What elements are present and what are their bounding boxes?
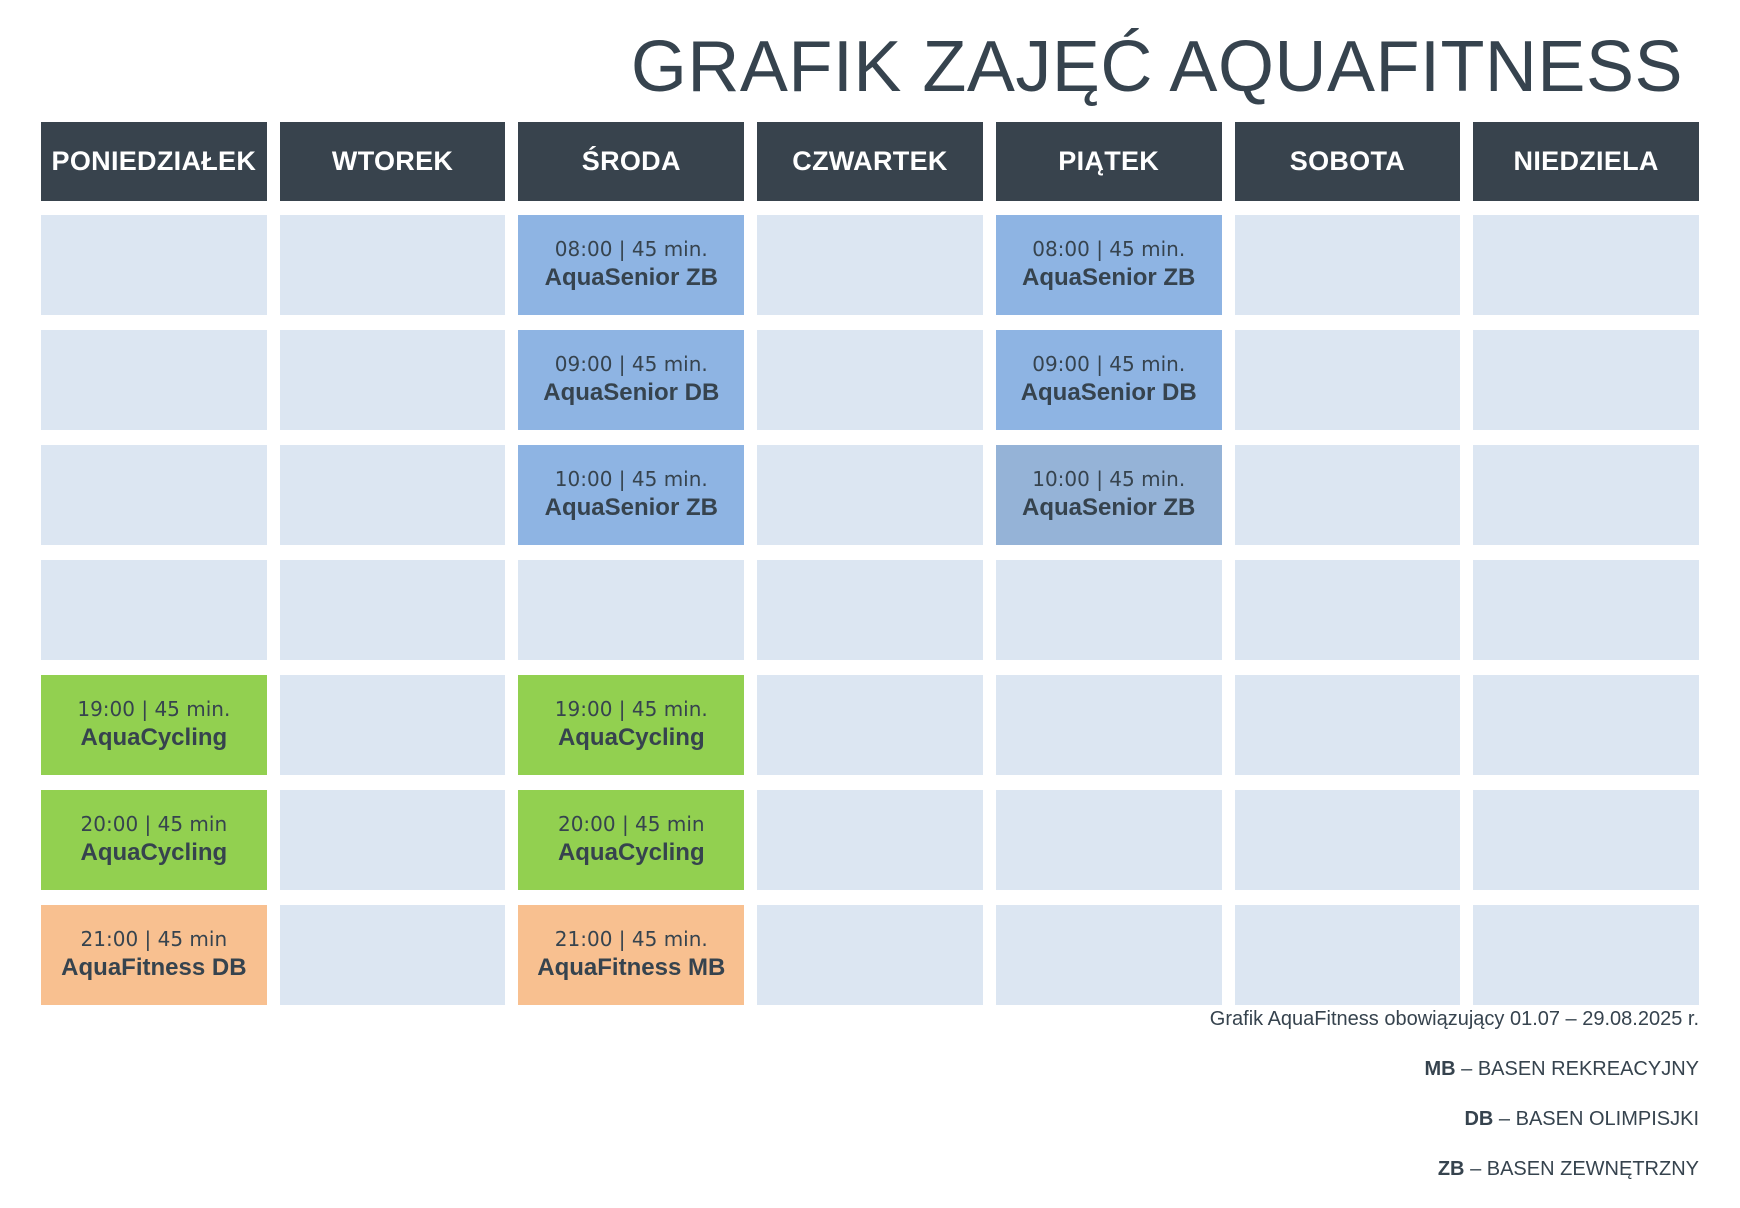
class-time: 10:00 | 45 min. (1032, 467, 1186, 491)
empty-slot-monday (41, 330, 267, 430)
day-header-wednesday: ŚRODA (518, 122, 744, 201)
empty-slot-saturday (1235, 445, 1461, 545)
empty-slot-saturday (1235, 790, 1461, 890)
empty-slot-sunday (1473, 560, 1699, 660)
class-time: 19:00 | 45 min. (77, 697, 231, 721)
class-time: 08:00 | 45 min. (554, 237, 708, 261)
class-slot-wednesday (518, 675, 744, 775)
class-name: AquaCycling (80, 839, 228, 866)
class-slot-wednesday (518, 445, 744, 545)
class-slot-monday (41, 790, 267, 890)
day-header-thursday: CZWARTEK (757, 122, 983, 201)
class-time: 20:00 | 45 min (80, 812, 228, 836)
class-slot-wednesday (518, 790, 744, 890)
class-name: AquaSenior ZB (1022, 494, 1196, 521)
empty-slot-thursday (757, 215, 983, 315)
empty-slot-sunday (1473, 215, 1699, 315)
empty-slot-wednesday (518, 560, 744, 660)
class-slot-wednesday (518, 215, 744, 315)
day-header-sunday: NIEDZIELA (1473, 122, 1699, 201)
empty-slot-thursday (757, 790, 983, 890)
empty-slot-tuesday (280, 330, 506, 430)
class-name: AquaCycling (80, 724, 228, 751)
empty-slot-sunday (1473, 445, 1699, 545)
class-name: AquaSenior ZB (544, 264, 718, 291)
empty-slot-saturday (1235, 560, 1461, 660)
class-slot-monday (41, 905, 267, 1005)
empty-slot-thursday (757, 675, 983, 775)
empty-slot-tuesday (280, 790, 506, 890)
day-header-tuesday: WTOREK (280, 122, 506, 201)
empty-slot-thursday (757, 330, 983, 430)
empty-slot-friday (996, 905, 1222, 1005)
empty-slot-thursday (757, 560, 983, 660)
empty-slot-thursday (757, 905, 983, 1005)
class-name: AquaCycling (557, 839, 705, 866)
class-time: 09:00 | 45 min. (1032, 352, 1186, 376)
class-name: AquaFitness DB (61, 954, 247, 981)
empty-slot-friday (996, 675, 1222, 775)
class-time: 10:00 | 45 min. (554, 467, 708, 491)
legend-mb (1424, 1058, 1699, 1081)
empty-slot-monday (41, 445, 267, 545)
legend-db (1464, 1108, 1699, 1131)
class-slot-friday (996, 330, 1222, 430)
class-name: AquaSenior DB (1020, 379, 1197, 406)
class-slot-wednesday (518, 905, 744, 1005)
day-header-friday: PIĄTEK (996, 122, 1222, 201)
empty-slot-friday (996, 560, 1222, 660)
empty-slot-saturday (1235, 330, 1461, 430)
class-slot-wednesday (518, 330, 744, 430)
empty-slot-sunday (1473, 330, 1699, 430)
empty-slot-monday (41, 215, 267, 315)
empty-slot-sunday (1473, 905, 1699, 1005)
class-time: 08:00 | 45 min. (1032, 237, 1186, 261)
class-slot-friday (996, 445, 1222, 545)
class-slot-monday (41, 675, 267, 775)
empty-slot-thursday (757, 445, 983, 545)
legend-label: – BASEN OLIMPISJKI (1493, 1108, 1699, 1130)
legend-zb (1438, 1158, 1699, 1181)
class-slot-friday (996, 215, 1222, 315)
class-name: AquaFitness MB (537, 954, 726, 981)
class-name: AquaSenior ZB (544, 494, 718, 521)
empty-slot-saturday (1235, 905, 1461, 1005)
empty-slot-monday (41, 560, 267, 660)
legend-code: DB (1464, 1108, 1494, 1130)
empty-slot-tuesday (280, 905, 506, 1005)
legend-label: – BASEN REKREACYJNY (1455, 1058, 1699, 1080)
class-time: 21:00 | 45 min (80, 927, 228, 951)
legend-code: ZB (1437, 1158, 1465, 1180)
class-name: AquaSenior DB (543, 379, 720, 406)
empty-slot-tuesday (280, 215, 506, 315)
class-time: 21:00 | 45 min. (554, 927, 708, 951)
empty-slot-tuesday (280, 560, 506, 660)
day-header-saturday: SOBOTA (1235, 122, 1461, 201)
empty-slot-tuesday (280, 445, 506, 545)
class-time: 20:00 | 45 min (557, 812, 705, 836)
empty-slot-friday (996, 790, 1222, 890)
empty-slot-sunday (1473, 790, 1699, 890)
empty-slot-saturday (1235, 215, 1461, 315)
empty-slot-saturday (1235, 675, 1461, 775)
class-time: 19:00 | 45 min. (554, 697, 708, 721)
class-name: AquaSenior ZB (1022, 264, 1196, 291)
schedule-grid (41, 122, 1699, 1005)
legend-code: MB (1424, 1058, 1456, 1080)
day-header-monday: PONIEDZIAŁEK (41, 122, 267, 201)
empty-slot-tuesday (280, 675, 506, 775)
class-name: AquaCycling (557, 724, 705, 751)
schedule-validity-note: Grafik AquaFitness obowiązujący 01.07 – 29.08.2025 r. (1209, 1008, 1699, 1030)
class-time: 09:00 | 45 min. (554, 352, 708, 376)
legend-label: – BASEN ZEWNĘTRZNY (1464, 1158, 1699, 1180)
empty-slot-sunday (1473, 675, 1699, 775)
page-title: GRAFIK ZAJĘĆ AQUAFITNESS (630, 27, 1683, 107)
